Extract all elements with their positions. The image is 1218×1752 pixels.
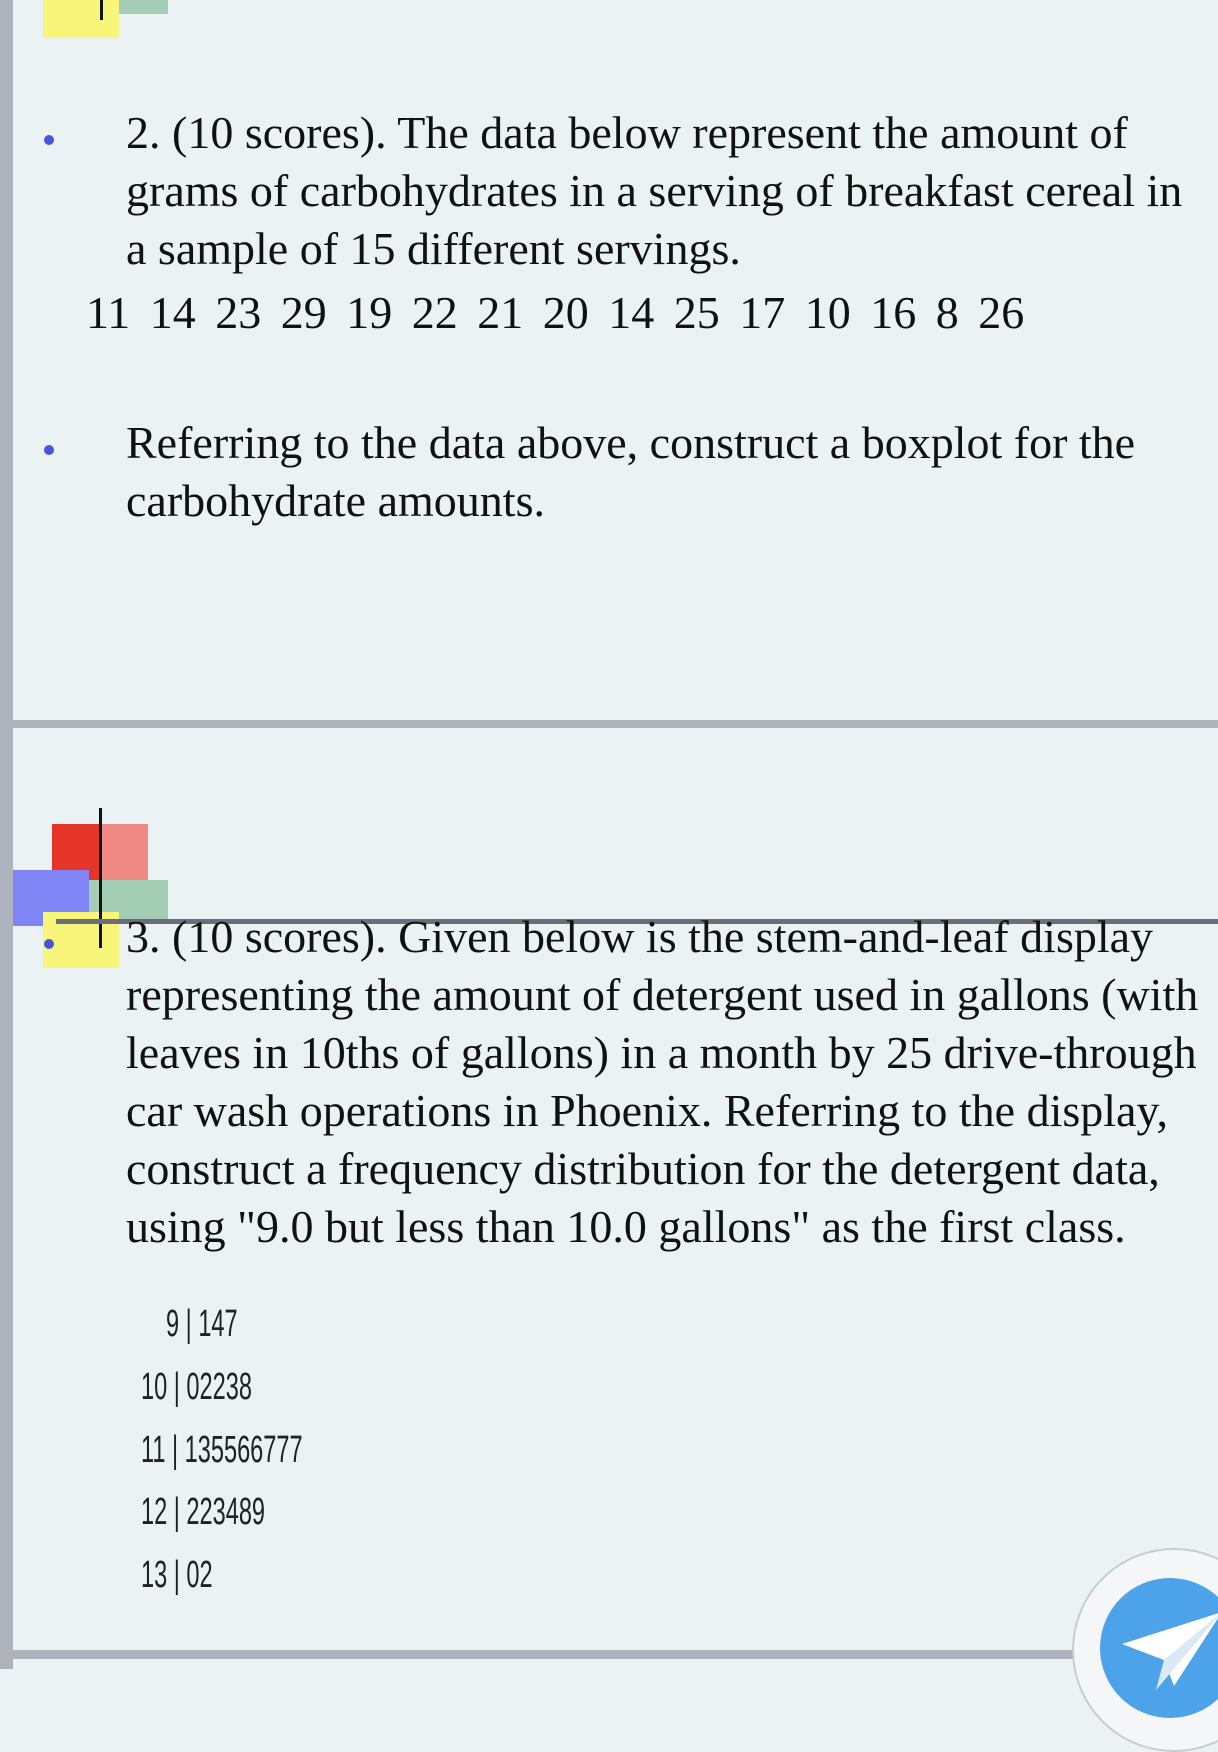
decor-line-top [100, 0, 103, 20]
left-rail [0, 0, 13, 1669]
decor-vertical-line [99, 808, 102, 948]
bottom-divider [13, 1650, 1218, 1659]
slide-divider [13, 720, 1218, 728]
bullet-q3 [44, 939, 54, 949]
bullet-q2-task [44, 445, 54, 455]
q2-task: Referring to the data above, construct a boxplot for the carbohydrate amounts. [126, 417, 1136, 526]
decor-square-pink [98, 824, 148, 882]
stem-leaf-row: 9 | 147 [166, 1303, 238, 1345]
stem-leaf-row: 12 | 223489 [141, 1491, 266, 1533]
stem-leaf-row: 11 | 135566777 [141, 1429, 303, 1471]
q2-data-values: 11 14 23 29 19 22 21 20 14 25 17 10 16 8 26 [86, 287, 1025, 338]
decor-square-green-top [119, 0, 168, 14]
bullet-q2 [44, 135, 54, 145]
q3-prompt: 3. (10 scores). Given below is the stem-and-leaf display representing the amount of detergent used in gallons (with leaves in 10ths of gallons) in a month by 25 drive-through car wash operations in Phoenix. Referring to the display, construct a frequency distribution for the detergent data, using "9.0 but less than 10.0 gallons" as the first class. [126, 911, 1199, 1252]
stem-leaf-row: 10 | 02238 [141, 1366, 252, 1408]
stem-leaf-row: 13 | 02 [141, 1554, 213, 1596]
decor-square-yellow-top [43, 0, 119, 38]
q2-prompt: 2. (10 scores). The data below represent the amount of grams of carbohydrates in a serving of breakfast cereal in a sample of 15 different servings. [126, 107, 1183, 274]
